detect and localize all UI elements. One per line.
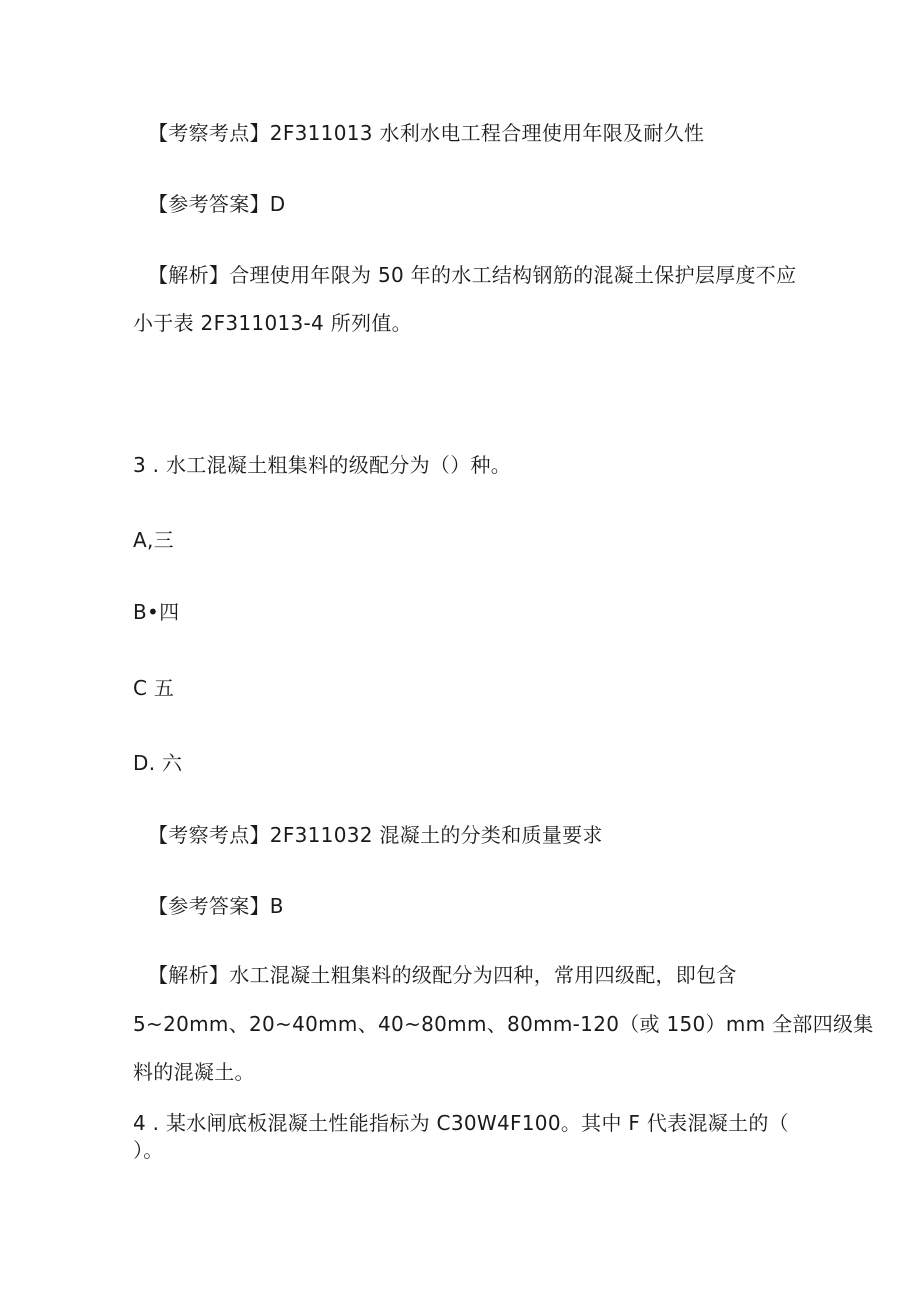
q3-analysis-line-2: 5~20mm、20~40mm、40~80mm、80mm-120（或 150）mm 全部四级集 (133, 1012, 874, 1036)
q2-analysis-line-2: 小于表 2F311013-4 所列值。 (133, 311, 412, 335)
q3-answer: 【参考答案】B (148, 894, 284, 918)
q3-analysis-line-3: 料的混凝土。 (133, 1060, 255, 1084)
q4-question-line-2: ）。 (133, 1138, 164, 1162)
q3-option-a: A,三 (133, 528, 174, 552)
q3-exam-point: 【考察考点】2F311032 混凝土的分类和质量要求 (148, 823, 603, 847)
q3-analysis-line-1: 【解析】水工混凝土粗集料的级配分为四种，常用四级配，即包含 (148, 963, 737, 987)
q3-option-d: D. 六 (133, 751, 183, 775)
q2-analysis-line-1: 【解析】合理使用年限为 50 年的水工结构钢筋的混凝土保护层厚度不应 (148, 263, 797, 287)
q2-answer: 【参考答案】D (148, 192, 286, 216)
q4-question-line-1: 4 . 某水闸底板混凝土性能指标为 C30W4F100。其中 F 代表混凝土的（ (133, 1111, 789, 1135)
q2-exam-point: 【考察考点】2F311013 水利水电工程合理使用年限及耐久性 (148, 121, 705, 145)
q3-option-c: C 五 (133, 676, 175, 700)
q3-question: 3 . 水工混凝土粗集料的级配分为（）种。 (133, 453, 512, 477)
q3-option-b: B•四 (133, 600, 180, 624)
